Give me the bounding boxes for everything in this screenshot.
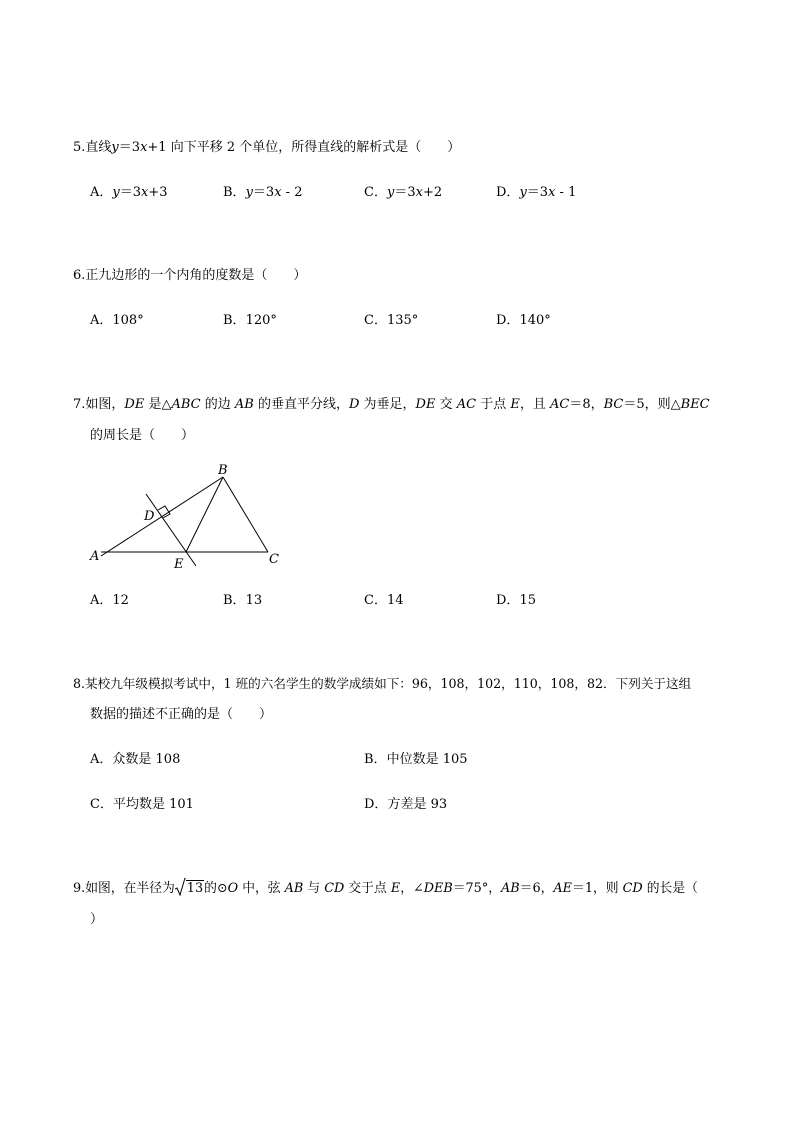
q5-option-b[interactable] [223, 185, 302, 201]
option-text: +2 [422, 185, 443, 200]
q9-text: 交于点 [344, 881, 391, 896]
option-label: B． [223, 313, 246, 328]
question-7-stem-line2: 的周长是（ ） [90, 428, 195, 443]
var-x: x [140, 140, 148, 155]
var-x: x [548, 185, 556, 200]
question-6-stem: 6.正九边形的一个内角的度数是（ ） [73, 268, 307, 283]
q7-option-b[interactable] [223, 593, 262, 609]
segment-label: AB [234, 397, 254, 412]
sqrt-argument: 13 [186, 881, 204, 896]
q9-text: 的⊙ [204, 881, 228, 896]
option-text: 众数是 108 [112, 752, 181, 767]
option-text: ＝3 [119, 185, 142, 200]
option-text: 108° [112, 313, 144, 328]
segment-label: BC [603, 397, 624, 412]
q9-text: ＝75°， [452, 881, 502, 896]
q7-option-d[interactable] [496, 593, 536, 609]
right-angle-mark [158, 506, 170, 518]
option-label: C． [364, 185, 387, 200]
option-text: ＝3 [252, 185, 275, 200]
q9-text: 9.如图，在半径为 [73, 881, 175, 896]
option-text: - 2 [281, 185, 303, 200]
option-text: 140° [519, 313, 551, 328]
q7-text: 的边 [200, 397, 235, 412]
q8-option-a[interactable] [90, 752, 180, 768]
q9-text: ＝1，则 [572, 881, 623, 896]
q6-option-c[interactable] [364, 313, 418, 329]
option-label: D． [496, 593, 520, 608]
q9-text: 与 [303, 881, 325, 896]
option-text: 12 [112, 593, 129, 608]
point-a-label: A [90, 549, 100, 564]
q7-option-c[interactable] [364, 593, 404, 609]
sqrt-expression [175, 881, 204, 897]
question-9-stem [73, 881, 698, 897]
q6-option-b[interactable] [223, 313, 277, 329]
q7-option-a[interactable] [90, 593, 129, 609]
segment-label: DE [415, 397, 436, 412]
option-text: 120° [245, 313, 277, 328]
option-label: D． [496, 185, 520, 200]
q7-text: 交 [435, 397, 457, 412]
segment-label: AC [549, 397, 570, 412]
triangle-label: BEC [680, 397, 710, 412]
point-label: O [227, 881, 239, 896]
segment-label: AC [456, 397, 477, 412]
q9-text: ＝6， [519, 881, 554, 896]
q9-text: 的长是（ [642, 881, 698, 896]
segment-label: DE [124, 397, 145, 412]
q8-option-c[interactable] [90, 797, 194, 813]
question-9-stem-line2: ） [90, 912, 104, 927]
question-7-stem [73, 397, 710, 413]
q9-text: 中，弦 [238, 881, 285, 896]
option-text: 15 [519, 593, 536, 608]
q5-option-c[interactable] [364, 185, 442, 201]
option-text: ＝3 [394, 185, 416, 200]
segment-label: AE [553, 881, 573, 896]
q7-text: ，且 [519, 397, 550, 412]
q5-option-d[interactable] [496, 185, 576, 201]
q7-text: 为垂足， [359, 397, 416, 412]
q6-option-a[interactable] [90, 313, 144, 329]
q7-text: 于点 [476, 397, 511, 412]
point-e-label: E [174, 557, 184, 572]
option-text: 135° [386, 313, 419, 328]
q8-option-b[interactable] [364, 752, 468, 768]
point-label: E [510, 397, 520, 412]
q5-option-a[interactable] [90, 185, 168, 201]
option-label: A． [90, 593, 113, 608]
q7-text: ＝5，则△ [623, 397, 681, 412]
var-x: x [141, 185, 149, 200]
q8-option-d[interactable] [364, 797, 447, 813]
option-text: 14 [386, 593, 404, 608]
point-label: E [390, 881, 401, 896]
option-text: 方差是 93 [387, 797, 448, 812]
var-x: x [415, 185, 423, 200]
q6-option-d[interactable] [496, 313, 551, 329]
option-label: C． [364, 313, 387, 328]
var-y: y [111, 140, 119, 155]
option-label: B． [223, 185, 246, 200]
var-y: y [245, 185, 253, 200]
q7-text: 7.如图， [73, 397, 125, 412]
question-8-stem: 8.某校九年级模拟考试中，1 班的六名学生的数学成绩如下：96，108，102，110，108，82．下列关于这组 [73, 676, 692, 691]
q5-text: 直线 [85, 140, 112, 155]
point-d-label: D [144, 509, 155, 524]
option-text: 13 [245, 593, 263, 608]
q7-text: 的垂直平分线， [253, 397, 349, 412]
option-label: A． [90, 185, 113, 200]
option-label: D． [364, 797, 388, 812]
q7-text: 是△ [144, 397, 172, 412]
q5-text: +1 向下平移 2 个单位，所得直线的解析式是（ ） [147, 140, 461, 155]
segment-bc [223, 477, 268, 552]
option-label: C． [90, 797, 113, 812]
option-label: A． [90, 752, 113, 767]
q5-text: ＝3 [118, 140, 141, 155]
segment-label: AB [501, 881, 520, 896]
option-label: A． [90, 313, 113, 328]
question-8-stem-line2: 数据的描述不正确的是（ ） [90, 707, 273, 722]
option-text: 中位数是 105 [386, 752, 468, 767]
segment-be [186, 477, 223, 552]
triangle-figure [86, 460, 286, 575]
segment-label: CD [324, 881, 345, 896]
option-text: 平均数是 101 [112, 797, 194, 812]
option-label: C． [364, 593, 387, 608]
q7-text: ＝8， [569, 397, 604, 412]
point-label: D [348, 397, 360, 412]
option-text: ＝3 [526, 185, 549, 200]
radical-sign-icon [175, 878, 186, 896]
option-text: +3 [148, 185, 168, 200]
var-y: y [112, 185, 120, 200]
question-5-stem [73, 140, 460, 156]
question-number: 5. [73, 140, 86, 155]
perpendicular-bisector-de [146, 494, 196, 566]
angle-label: DEB [423, 881, 453, 896]
point-b-label: B [218, 463, 228, 478]
var-y: y [519, 185, 527, 200]
option-label: B． [223, 593, 246, 608]
triangle-label: ABC [171, 397, 201, 412]
var-x: x [274, 185, 282, 200]
var-y: y [386, 185, 395, 200]
option-text: - 1 [555, 185, 577, 200]
point-c-label: C [269, 552, 279, 567]
segment-label: CD [622, 881, 643, 896]
segment-label: AB [284, 881, 304, 896]
q9-text: ，∠ [400, 881, 424, 896]
option-label: D． [496, 313, 520, 328]
option-label: B． [364, 752, 387, 767]
